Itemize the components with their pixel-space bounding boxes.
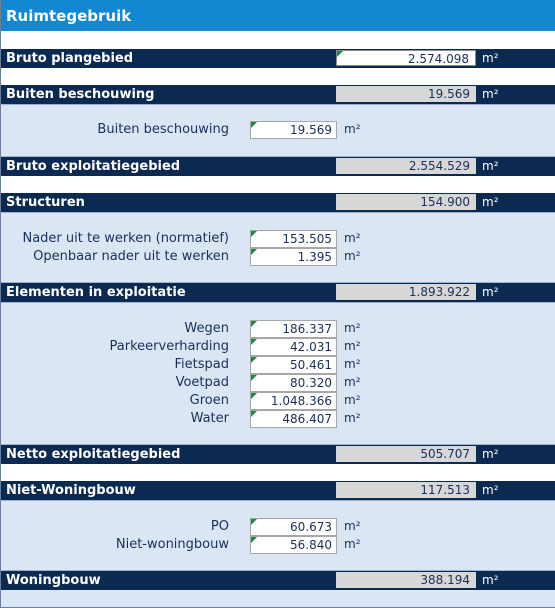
bottom-row	[1, 590, 555, 608]
comment-indicator-icon	[251, 122, 257, 128]
comment-indicator-icon	[251, 411, 257, 417]
unit-label: m²	[344, 231, 361, 245]
input-row	[1, 338, 555, 356]
row-label: Niet-woningbouw	[115, 537, 229, 552]
input-row	[1, 356, 555, 374]
row-value: 60.673	[290, 520, 332, 534]
input-row	[1, 518, 555, 536]
unit-label: m²	[344, 519, 361, 533]
row-value: 56.840	[290, 538, 332, 552]
row-value: 153.505	[282, 232, 332, 246]
row-value: 50.461	[290, 358, 332, 372]
unit-label: m²	[344, 357, 361, 371]
value-input[interactable]	[250, 320, 337, 338]
value-input[interactable]	[250, 410, 337, 428]
blank-row	[1, 176, 555, 193]
input-row	[1, 248, 555, 266]
unit-label: m²	[482, 573, 499, 587]
band-label: Netto exploitatiegebied	[6, 447, 181, 462]
input-row	[1, 392, 555, 410]
input-row	[1, 121, 555, 139]
comment-indicator-icon	[251, 519, 257, 525]
band-label: Structuren	[6, 195, 85, 210]
comment-indicator-icon	[251, 249, 257, 255]
panel-structuren	[1, 212, 555, 283]
row-value: 1.395	[297, 250, 332, 264]
row-value: 486.407	[282, 412, 332, 426]
row-label: Parkeerverharding	[109, 339, 229, 354]
value-input[interactable]	[250, 374, 337, 392]
band-structuren	[1, 193, 555, 212]
input-row	[1, 536, 555, 554]
input-row	[1, 230, 555, 248]
unit-label: m²	[344, 321, 361, 335]
value-input[interactable]	[250, 121, 337, 139]
comment-indicator-icon	[337, 51, 343, 57]
bruto-plangebied-input[interactable]	[336, 50, 476, 66]
row-value: 80.320	[290, 376, 332, 390]
unit-label: m²	[482, 195, 499, 209]
input-row	[1, 374, 555, 392]
band-buiten-beschouwing	[1, 85, 555, 104]
band-value: 505.707	[420, 447, 470, 461]
comment-indicator-icon	[251, 537, 257, 543]
row-label: Groen	[189, 393, 229, 408]
band-label: Niet-Woningbouw	[6, 483, 136, 498]
row-value: 42.031	[290, 340, 332, 354]
unit-label: m²	[344, 339, 361, 353]
blank-row	[1, 68, 555, 85]
band-value-cell	[336, 482, 476, 498]
band-label: Buiten beschouwing	[6, 87, 155, 102]
comment-indicator-icon	[251, 393, 257, 399]
band-value: 154.900	[420, 195, 470, 209]
value-input[interactable]	[250, 536, 337, 554]
row-value: 1.048.366	[270, 394, 332, 408]
unit-label: m²	[344, 122, 361, 136]
band-netto-exploitatiegebied	[1, 445, 555, 464]
value-input[interactable]	[250, 356, 337, 374]
band-value: 388.194	[420, 573, 470, 587]
unit-label: m²	[344, 411, 361, 425]
band-label: Woningbouw	[6, 573, 101, 588]
row-label: Fietspad	[174, 357, 229, 372]
band-value-cell	[336, 446, 476, 462]
row-label: PO	[210, 519, 229, 534]
band-label: Bruto plangebied	[6, 51, 134, 66]
band-label: Elementen in exploitatie	[6, 285, 186, 300]
value-input[interactable]	[250, 230, 337, 248]
band-label: Bruto exploitatiegebied	[6, 159, 181, 174]
panel-elementen	[1, 302, 555, 445]
value-input[interactable]	[250, 392, 337, 410]
unit-label: m²	[344, 375, 361, 389]
comment-indicator-icon	[251, 231, 257, 237]
band-niet-woningbouw	[1, 481, 555, 500]
comment-indicator-icon	[251, 375, 257, 381]
unit-label: m²	[344, 537, 361, 551]
unit-label: m²	[482, 483, 499, 497]
band-value: 2.554.529	[408, 159, 470, 173]
unit-label: m²	[482, 285, 499, 299]
band-value-cell	[336, 194, 476, 210]
comment-indicator-icon	[251, 357, 257, 363]
band-bruto-plangebied	[1, 49, 555, 68]
row-value: 186.337	[282, 322, 332, 336]
value-input[interactable]	[250, 338, 337, 356]
band-elementen-in-exploitatie	[1, 283, 555, 302]
blank-row	[1, 464, 555, 481]
input-row	[1, 320, 555, 338]
band-value-cell	[336, 284, 476, 300]
value-input[interactable]	[250, 248, 337, 266]
panel-niet-woningbouw	[1, 500, 555, 571]
row-label: Wegen	[184, 321, 229, 336]
band-value: 1.893.922	[408, 285, 470, 299]
unit-label: m²	[344, 249, 361, 263]
band-value-cell	[336, 158, 476, 174]
sheet-title: Ruimtegebruik	[1, 0, 555, 31]
row-label: Buiten beschouwing	[97, 122, 229, 137]
value-input[interactable]	[250, 518, 337, 536]
row-label: Openbaar nader uit te werken	[33, 249, 229, 264]
unit-label: m²	[482, 159, 499, 173]
band-value-cell	[336, 572, 476, 588]
unit-label: m²	[344, 393, 361, 407]
row-label: Nader uit te werken (normatief)	[22, 231, 229, 246]
row-label: Voetpad	[175, 375, 229, 390]
band-woningbouw	[1, 571, 555, 590]
comment-indicator-icon	[251, 321, 257, 327]
unit-label: m²	[482, 87, 499, 101]
unit-label: m²	[482, 447, 499, 461]
row-value: 19.569	[290, 123, 332, 137]
row-label: Water	[190, 411, 229, 426]
unit-label: m²	[482, 51, 499, 65]
panel-buiten-beschouwing	[1, 104, 555, 157]
blank-row	[1, 31, 555, 49]
comment-indicator-icon	[251, 339, 257, 345]
input-row	[1, 410, 555, 428]
band-value-cell	[336, 86, 476, 102]
band-value: 19.569	[428, 87, 470, 101]
band-value: 2.574.098	[407, 52, 469, 66]
band-value: 117.513	[420, 483, 470, 497]
band-bruto-exploitatiegebied	[1, 157, 555, 176]
